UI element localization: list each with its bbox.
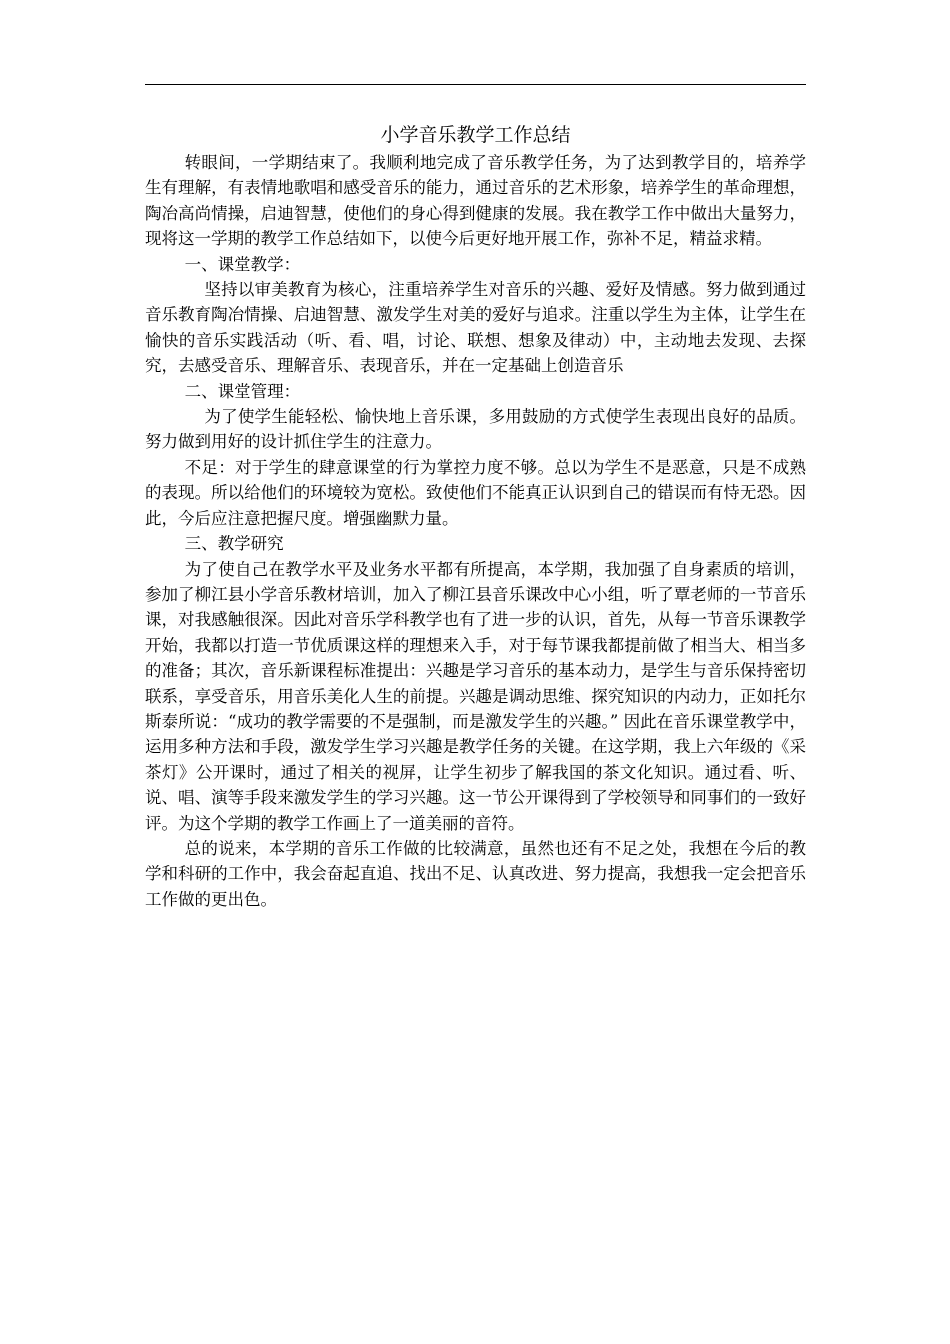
paragraph-classroom-teaching: 坚持以审美教育为核心，注重培养学生对音乐的兴趣、爱好及情感。努力做到通过音乐教育陶冶情操、启迪智慧、激发学生对美的爱好与追求。注重以学生为主体，让学生在愉快的音乐实践活动（听、看、唱，讨论、联想、想象及律动）中，主动地去发现、去探究，去感受音乐、理解音乐、表现音乐，并在一定基础上创造音乐 — [145, 280, 806, 376]
header-rule — [145, 84, 806, 85]
section-heading-teaching-research: 三、教学研究 — [184, 534, 284, 554]
paragraph-teaching-research: 为了使自己在教学水平及业务水平都有所提高，本学期，我加强了自身素质的培训，参加了柳江县小学音乐教材培训，加入了柳江县音乐课改中心小组，听了覃老师的一节音乐课，对我感触很深。因此对音乐学科教学也有了进一步的认识，首先，从每一节音乐课教学开始，我都以打造一节优质课这样的理想来入手，对于每节课我都提前做了相当大、相当多的准备；其次，音乐新课程标准提出：兴趣是学习音乐的基本动力，是学生与音乐保持密切联系，享受音乐，用音乐美化人生的前提。兴趣是调动思维、探究知识的内动力，正如托尔斯泰所说：“成功的教学需要的不是强制，而是激发学生的兴趣。” 因此在音乐课堂教学中，运用多种方法和手段，激发学生学习兴趣是教学任务的关键。在这学期，我上六年级的《采茶灯》公开课时，通过了相关的视屏，让学生初步了解我国的茶文化知识。通过看、听、说、唱、演等手段来激发学生的学习兴趣。这一节公开课得到了学校领导和同事们的一致好评。为这个学期的教学工作画上了一道美丽的音符。 — [145, 559, 806, 833]
document-title: 小学音乐教学工作总结 — [380, 124, 571, 146]
section-heading-classroom-teaching: 一、课堂教学： — [184, 254, 301, 274]
paragraph-conclusion: 总的说来，本学期的音乐工作做的比较满意，虽然也还有不足之处，我想在今后的教学和科研的工作中，我会奋起直追、找出不足、认真改进、努力提高，我想我一定会把音乐工作做的更出色。 — [145, 838, 806, 909]
document-body — [145, 150, 806, 912]
paragraph-shortcomings: 不足：对于学生的肆意课堂的行为掌控力度不够。总以为学生不是恶意，只是不成熟的表现。所以给他们的环境较为宽松。致使他们不能真正认识到自己的错误而有恃无恐。因此，今后应注意把握尺度。增强幽默力量。 — [145, 457, 806, 528]
paragraph-intro: 转眼间，一学期结束了。我顺利地完成了音乐教学任务，为了达到教学目的，培养学生有理解，有表情地歌唱和感受音乐的能力，通过音乐的艺术形象，培养学生的革命理想，陶冶高尚情操，启迪智慧，使他们的身心得到健康的发展。我在教学工作中做出大量努力，现将这一学期的教学工作总结如下，以使今后更好地开展工作，弥补不足，精益求精。 — [145, 153, 806, 249]
section-heading-classroom-management: 二、课堂管理： — [184, 381, 301, 401]
paragraph-classroom-management: 为了使学生能轻松、愉快地上音乐课，多用鼓励的方式使学生表现出良好的品质。努力做到用好的设计抓住学生的注意力。 — [145, 407, 806, 452]
